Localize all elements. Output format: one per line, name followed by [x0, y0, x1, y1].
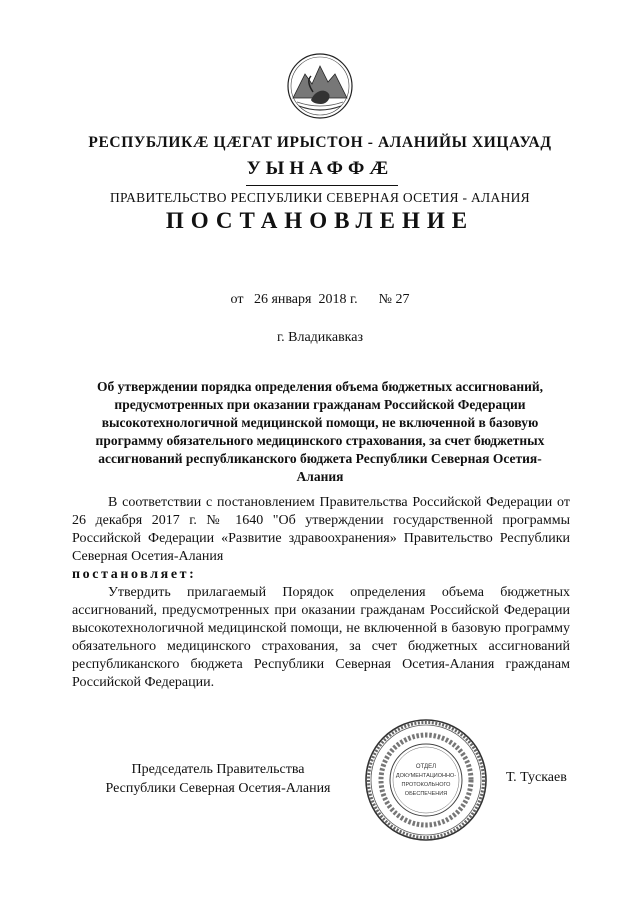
header-russian-government: ПРАВИТЕЛЬСТВО РЕСПУБЛИКИ СЕВЕРНАЯ ОСЕТИЯ - АЛАНИЯ: [110, 190, 530, 205]
signatory-position-line2: Республики Северная Осетия-Алания: [105, 781, 331, 796]
official-seal-stamp: [362, 716, 490, 844]
date-and-number: от 26 января 2018 г. № 27: [230, 292, 410, 307]
signatory-name: Т. Тускаев: [506, 770, 567, 785]
header-underline: [246, 185, 398, 186]
header-ossetian-decree: УЫНАФФӔ: [246, 158, 394, 179]
body-paragraph-preamble: В соответствии с постановлением Правительства Российской Федерации от 26 декабря 2017 г. № 1640 "Об утверждении государственной программы Российской Федерации «Развитие здравоохранения» Правительство Республики Северная Осетия-Алания: [72, 495, 570, 564]
document-type-title: ПОСТАНОВЛЕНИЕ: [165, 208, 475, 233]
body-paragraph-approval: Утвердить прилагаемый Порядок определения объема бюджетных ассигнований, предусмотренных при оказании гражданам Российской Федерации высокотехнологичной медицинской помощи, не включенной в базовую программу обязательного медицинского страхования, за счет бюджетных ассигнований республиканского бюджета Республики Северная Осетия-Алания гражданам Российской Федерации.: [72, 585, 570, 690]
coat-of-arms-emblem: [285, 52, 355, 120]
decree-title: Об утверждении порядка определения объема бюджетных ассигнований, предусмотренных при оказании гражданам Российской Федерации высокотехнологичной медицинской помощи, не включенной в базовую программу обязательного медицинского страхования, за счет бюджетных ассигнований республиканского бюджета Республики Северная Осетия-Алания: [95, 379, 545, 484]
seal-text-line4: ОБЕСПЕЧЕНИЯ: [404, 791, 448, 797]
header-ossetian-government: РЕСПУБЛИКӔ ЦӔГАТ ИРЫСТОН - АЛАНИЙЫ ХИЦАУАД: [88, 134, 552, 151]
signatory-position-line1: Председатель Правительства: [131, 762, 305, 777]
city: г. Владикавказ: [276, 330, 364, 345]
seal-text-line3: ПРОТОКОЛЬНОГО: [401, 782, 451, 788]
resolves-word: постановляет:: [72, 567, 197, 582]
seal-text-line2: ДОКУМЕНТАЦИОННО-: [395, 773, 457, 779]
seal-text-line1: ОТДЕЛ: [415, 764, 437, 770]
signatory-position: [88, 760, 348, 798]
